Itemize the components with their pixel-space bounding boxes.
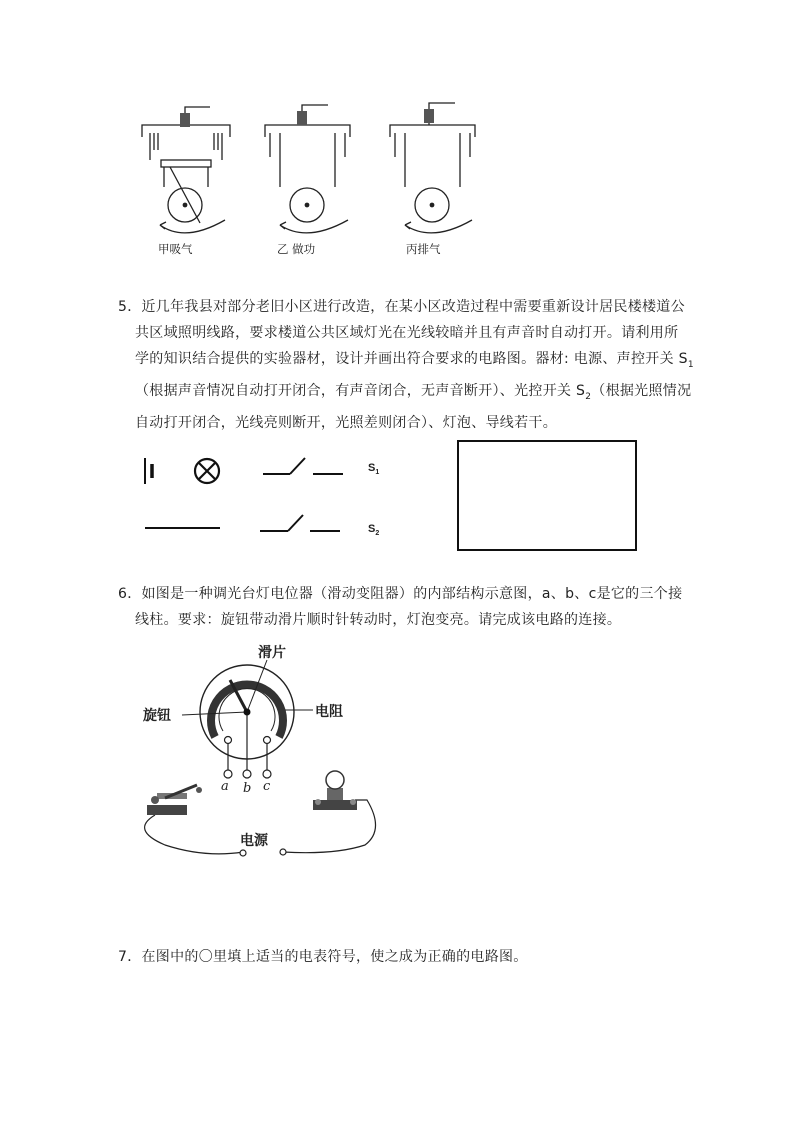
lamp-device (313, 771, 357, 810)
question-6 (118, 581, 708, 633)
label-resistor: 电阻 (315, 704, 343, 720)
switch-device (147, 785, 202, 815)
q5-line-4: （根据声音情况自动打开闭合，有声音闭合，无声音断开）、光控开关 $S_2$（根据光照情况 (135, 382, 692, 402)
label-terminal-b: b (243, 781, 252, 796)
label-knob: 旋钮 (143, 708, 171, 724)
q5-line-3: 学的知识结合提供的实验器材，设计并画出符合要求的电路图。器材: 电源、声控开关 $S_1$ (135, 351, 694, 370)
label-power: 电源 (240, 833, 268, 849)
s2-label: $S_2$ (368, 523, 380, 538)
switch-s2-symbol (260, 515, 340, 531)
label-terminal-a: a (221, 779, 229, 794)
q5-components-svg (135, 448, 395, 548)
lamp-symbol (195, 459, 219, 483)
switch-s1-symbol (263, 458, 343, 474)
q5-line-5: 自动打开闭合，光线亮则断开，光照差则闭合）、灯泡、导线若干。 (135, 414, 557, 431)
engine-stroke-diagrams (130, 95, 500, 265)
q6-line-1: 6．如图是一种调光台灯电位器（滑动变阻器）的内部结构示意图，a、b、c是它的三个接 (118, 586, 683, 602)
q6-line-2: 线柱。要求：旋钮带动滑片顺时针转动时，灯泡变亮。请完成该电路的连接。 (135, 612, 622, 628)
caption-power: 乙 做功 (277, 242, 316, 256)
question-7: 7．在图中的〇里填上适当的电表符号，使之成为正确的电路图。 (118, 949, 528, 965)
q5-line-2: 共区域照明线路，要求楼道公共区域灯光在光线较暗并且有声音时自动打开。请利用所 (135, 325, 679, 341)
battery-symbol (145, 458, 152, 484)
caption-intake: 甲吸气 (158, 242, 193, 256)
engine-diagrams-svg (130, 95, 500, 265)
engine-power (265, 105, 350, 233)
question-5 (118, 294, 698, 436)
answer-box[interactable] (457, 440, 637, 551)
label-terminal-c: c (263, 779, 271, 794)
label-slider: 滑片 (258, 645, 286, 661)
q5-line-1: 5．近几年我县对部分老旧小区进行改造，在某小区改造过程中需要重新设计居民楼楼道公 (118, 299, 685, 315)
caption-exhaust: 丙排气 (406, 242, 441, 256)
s1-label: $S_1$ (368, 462, 380, 477)
q5-components (135, 448, 395, 548)
